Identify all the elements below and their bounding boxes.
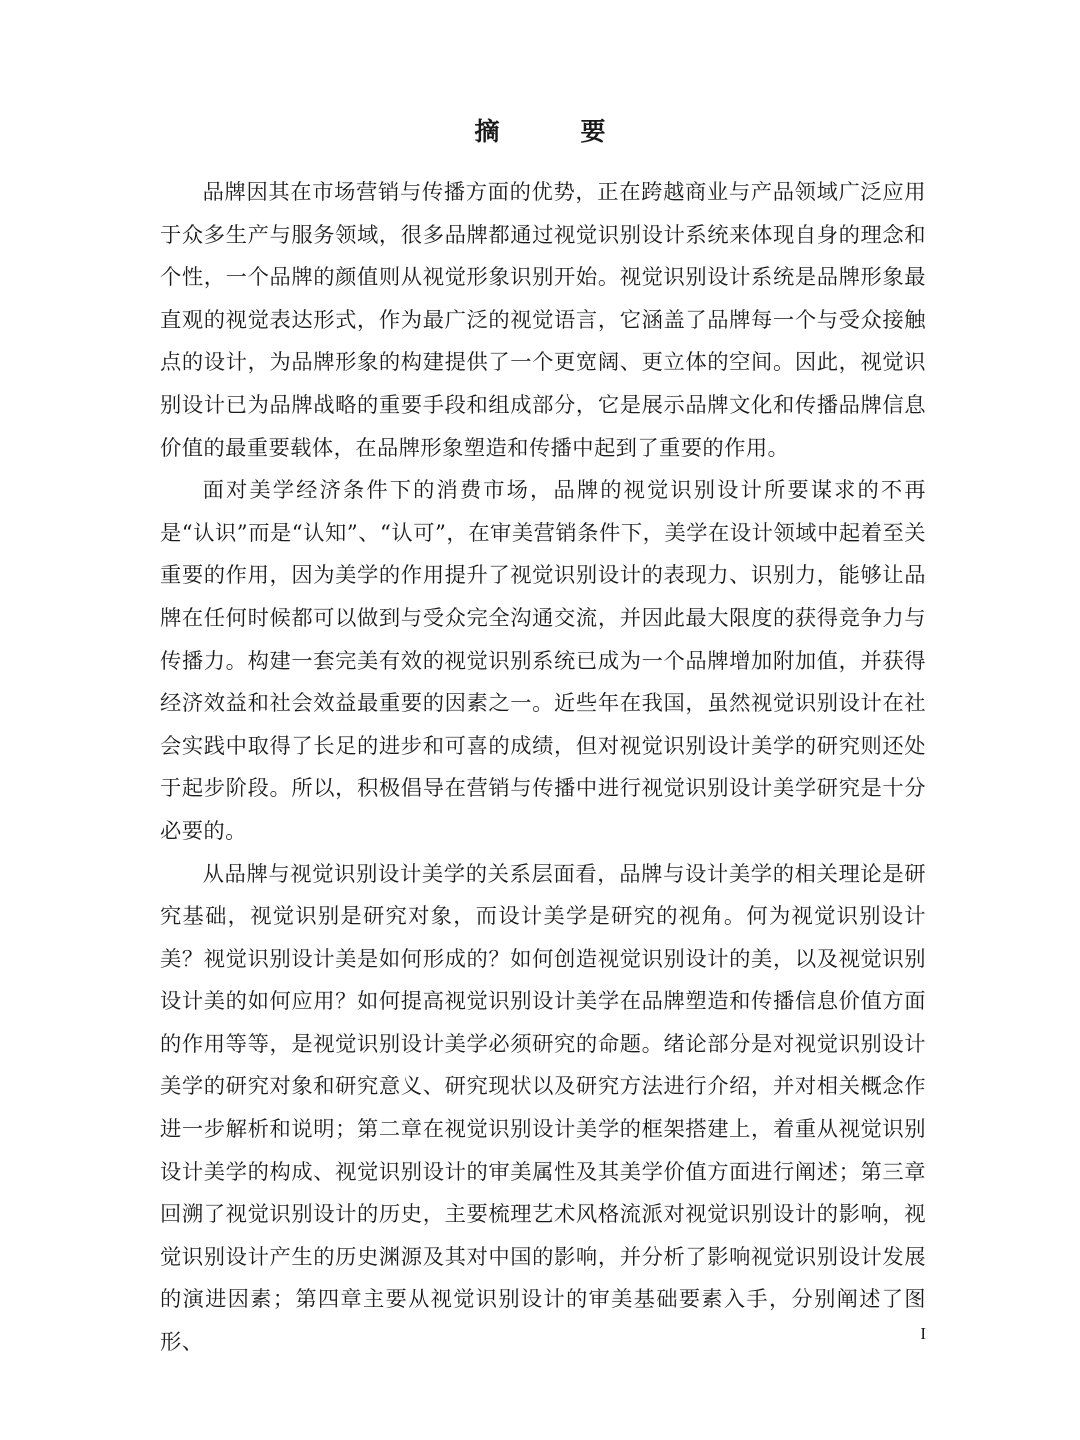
page-number: I — [920, 1324, 926, 1343]
page-title: 摘 要 — [474, 117, 634, 146]
abstract-body — [160, 172, 926, 1365]
paragraph-1: 品牌因其在市场营销与传播方面的优势，正在跨越商业与产品领域广泛应用于众多生产与服务领域，很多品牌都通过视觉识别设计系统来体现自身的理念和个性，一个品牌的颜值则从视觉形象识别开始。视觉识别设计系统是品牌形象最直观的视觉表达形式，作为最广泛的视觉语言，它涵盖了品牌每一个与受众接触点的设计，为品牌形象的构建提供了一个更宽阔、更立体的空间。因此，视觉识别设计已为品牌战略的重要手段和组成部分，它是展示品牌文化和传播品牌信息价值的最重要载体，在品牌形象塑造和传播中起到了重要的作用。 — [160, 180, 926, 461]
paragraph-3: 从品牌与视觉识别设计美学的关系层面看，品牌与设计美学的相关理论是研究基础，视觉识别是研究对象，而设计美学是研究的视角。何为视觉识别设计美？视觉识别设计美是如何形成的？如何创造视觉识别设计的美，以及视觉识别设计美的如何应用？如何提高视觉识别设计美学在品牌塑造和传播信息价值方面的作用等等，是视觉识别设计美学必须研究的命题。绪论部分是对视觉识别设计美学的研究对象和研究意义、研究现状以及研究方法进行介绍，并对相关概念作进一步解析和说明；第二章在视觉识别设计美学的框架搭建上，着重从视觉识别设计美学的构成、视觉识别设计的审美属性及其美学价值方面进行阐述；第三章回溯了视觉识别设计的历史，主要梳理艺术风格流派对视觉识别设计的影响，视觉识别设计产生的历史渊源及其对中国的影响，并分析了影响视觉识别设计发展的演进因素；第四章主要从视觉识别设计的审美基础要素入手，分别阐述了图形、 — [160, 861, 926, 1356]
paragraph-2: 面对美学经济条件下的消费市场，品牌的视觉识别设计所要谋求的不再是“认识”而是“认知”、“认可”，在审美营销条件下，美学在设计领域中起着至关重要的作用，因为美学的作用提升了视觉识别设计的表现力、识别力，能够让品牌在任何时候都可以做到与受众完全沟通交流，并因此最大限度的获得竞争力与传播力。构建一套完美有效的视觉识别系统已成为一个品牌增加附加值，并获得经济效益和社会效益最重要的因素之一。近些年在我国，虽然视觉识别设计在社会实践中取得了长足的进步和可喜的成绩，但对视觉识别设计美学的研究则还处于起步阶段。所以，积极倡导在营销与传播中进行视觉识别设计美学研究是十分必要的。 — [160, 478, 926, 844]
